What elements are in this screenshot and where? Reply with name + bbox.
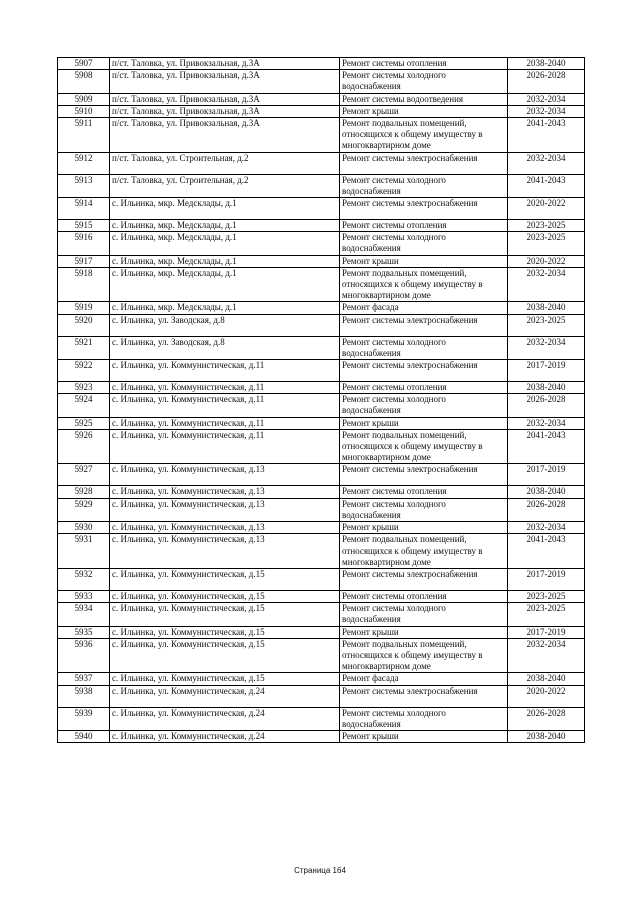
period-cell: 2032-2034 xyxy=(508,417,585,429)
address-cell: п/ст. Таловка, ул. Строительная, д.2 xyxy=(110,174,340,197)
table-row xyxy=(58,382,585,394)
table-row xyxy=(58,70,585,93)
work-type-cell: Ремонт системы отопления xyxy=(340,590,508,602)
address-cell: п/ст. Таловка, ул. Строительная, д.2 xyxy=(110,152,340,174)
address-cell: с. Ильинка, мкр. Медсклады, д.1 xyxy=(110,198,340,220)
table-row xyxy=(58,302,585,314)
table-row xyxy=(58,118,585,153)
work-type-cell: Ремонт крыши xyxy=(340,626,508,638)
table-row xyxy=(58,255,585,267)
work-type-cell: Ремонт системы водоотведения xyxy=(340,93,508,105)
address-cell: с. Ильинка, ул. Коммунистическая, д.13 xyxy=(110,534,340,569)
period-cell: 2017-2019 xyxy=(508,626,585,638)
address-cell: п/ст. Таловка, ул. Привокзальная, д.3А xyxy=(110,70,340,93)
work-type-cell: Ремонт подвальных помещений, относящихся к общему имуществу в многоквартирном доме xyxy=(340,118,508,153)
table-row xyxy=(58,360,585,382)
address-cell: с. Ильинка, ул. Заводская, д.8 xyxy=(110,314,340,336)
row-number: 5929 xyxy=(58,498,110,521)
row-number: 5928 xyxy=(58,486,110,498)
row-number: 5938 xyxy=(58,685,110,707)
work-type-cell: Ремонт системы холодного водоснабжения xyxy=(340,498,508,521)
period-cell: 2032-2034 xyxy=(508,152,585,174)
address-cell: с. Ильинка, ул. Заводская, д.8 xyxy=(110,336,340,359)
row-number: 5914 xyxy=(58,198,110,220)
period-cell: 2038-2040 xyxy=(508,486,585,498)
period-cell: 2020-2022 xyxy=(508,255,585,267)
row-number: 5919 xyxy=(58,302,110,314)
period-cell: 2026-2028 xyxy=(508,70,585,93)
work-type-cell: Ремонт крыши xyxy=(340,105,508,117)
row-number: 5912 xyxy=(58,152,110,174)
table-row xyxy=(58,93,585,105)
table-row xyxy=(58,707,585,730)
work-type-cell: Ремонт системы электроснабжения xyxy=(340,568,508,590)
period-cell: 2023-2025 xyxy=(508,590,585,602)
work-type-cell: Ремонт системы отопления xyxy=(340,220,508,232)
work-type-cell: Ремонт системы отопления xyxy=(340,486,508,498)
work-type-cell: Ремонт фасада xyxy=(340,673,508,685)
table-row xyxy=(58,590,585,602)
address-cell: с. Ильинка, ул. Коммунистическая, д.11 xyxy=(110,394,340,417)
table-row xyxy=(58,220,585,232)
address-cell: с. Ильинка, мкр. Медсклады, д.1 xyxy=(110,220,340,232)
work-type-cell: Ремонт системы холодного водоснабжения xyxy=(340,707,508,730)
row-number: 5920 xyxy=(58,314,110,336)
address-cell: с. Ильинка, ул. Коммунистическая, д.13 xyxy=(110,486,340,498)
address-cell: п/ст. Таловка, ул. Привокзальная, д.3А xyxy=(110,58,340,70)
address-cell: с. Ильинка, ул. Коммунистическая, д.24 xyxy=(110,707,340,730)
table-row xyxy=(58,105,585,117)
row-number: 5939 xyxy=(58,707,110,730)
address-cell: с. Ильинка, ул. Коммунистическая, д.15 xyxy=(110,568,340,590)
repair-schedule-table xyxy=(57,57,585,743)
period-cell: 2038-2040 xyxy=(508,673,585,685)
table-row xyxy=(58,498,585,521)
table-row xyxy=(58,464,585,486)
row-number: 5937 xyxy=(58,673,110,685)
period-cell: 2020-2022 xyxy=(508,685,585,707)
period-cell: 2041-2043 xyxy=(508,174,585,197)
period-cell: 2026-2028 xyxy=(508,707,585,730)
table-row xyxy=(58,336,585,359)
table-row xyxy=(58,152,585,174)
table-row xyxy=(58,394,585,417)
table-row xyxy=(58,522,585,534)
table-row xyxy=(58,685,585,707)
address-cell: с. Ильинка, ул. Коммунистическая, д.15 xyxy=(110,590,340,602)
work-type-cell: Ремонт системы электроснабжения xyxy=(340,464,508,486)
row-number: 5926 xyxy=(58,429,110,464)
row-number: 5936 xyxy=(58,638,110,673)
table-row xyxy=(58,198,585,220)
address-cell: с. Ильинка, ул. Коммунистическая, д.13 xyxy=(110,522,340,534)
row-number: 5908 xyxy=(58,70,110,93)
row-number: 5935 xyxy=(58,626,110,638)
work-type-cell: Ремонт подвальных помещений, относящихся к общему имуществу в многоквартирном доме xyxy=(340,638,508,673)
table-row xyxy=(58,626,585,638)
row-number: 5927 xyxy=(58,464,110,486)
period-cell: 2020-2022 xyxy=(508,198,585,220)
row-number: 5916 xyxy=(58,232,110,255)
row-number: 5921 xyxy=(58,336,110,359)
table-row xyxy=(58,534,585,569)
work-type-cell: Ремонт системы холодного водоснабжения xyxy=(340,174,508,197)
address-cell: с. Ильинка, мкр. Медсклады, д.1 xyxy=(110,232,340,255)
work-type-cell: Ремонт системы электроснабжения xyxy=(340,360,508,382)
period-cell: 2041-2043 xyxy=(508,429,585,464)
row-number: 5918 xyxy=(58,267,110,302)
table-row xyxy=(58,58,585,70)
row-number: 5932 xyxy=(58,568,110,590)
address-cell: с. Ильинка, мкр. Медсклады, д.1 xyxy=(110,267,340,302)
row-number: 5911 xyxy=(58,118,110,153)
address-cell: п/ст. Таловка, ул. Привокзальная, д.3А xyxy=(110,105,340,117)
table-row xyxy=(58,730,585,742)
period-cell: 2032-2034 xyxy=(508,93,585,105)
address-cell: с. Ильинка, ул. Коммунистическая, д.11 xyxy=(110,417,340,429)
row-number: 5909 xyxy=(58,93,110,105)
row-number: 5933 xyxy=(58,590,110,602)
address-cell: п/ст. Таловка, ул. Привокзальная, д.3А xyxy=(110,118,340,153)
table-row xyxy=(58,673,585,685)
work-type-cell: Ремонт крыши xyxy=(340,730,508,742)
work-type-cell: Ремонт крыши xyxy=(340,417,508,429)
row-number: 5931 xyxy=(58,534,110,569)
work-type-cell: Ремонт системы холодного водоснабжения xyxy=(340,603,508,626)
work-type-cell: Ремонт системы холодного водоснабжения xyxy=(340,70,508,93)
row-number: 5925 xyxy=(58,417,110,429)
table-row xyxy=(58,232,585,255)
work-type-cell: Ремонт крыши xyxy=(340,522,508,534)
work-type-cell: Ремонт системы электроснабжения xyxy=(340,198,508,220)
work-type-cell: Ремонт подвальных помещений, относящихся к общему имуществу в многоквартирном доме xyxy=(340,534,508,569)
period-cell: 2017-2019 xyxy=(508,568,585,590)
row-number: 5930 xyxy=(58,522,110,534)
period-cell: 2038-2040 xyxy=(508,730,585,742)
table-row xyxy=(58,314,585,336)
row-number: 5940 xyxy=(58,730,110,742)
work-type-cell: Ремонт системы электроснабжения xyxy=(340,685,508,707)
row-number: 5907 xyxy=(58,58,110,70)
period-cell: 2023-2025 xyxy=(508,220,585,232)
period-cell: 2017-2019 xyxy=(508,360,585,382)
address-cell: с. Ильинка, ул. Коммунистическая, д.11 xyxy=(110,360,340,382)
work-type-cell: Ремонт подвальных помещений, относящихся к общему имуществу в многоквартирном доме xyxy=(340,429,508,464)
row-number: 5913 xyxy=(58,174,110,197)
period-cell: 2038-2040 xyxy=(508,382,585,394)
period-cell: 2026-2028 xyxy=(508,394,585,417)
work-type-cell: Ремонт системы электроснабжения xyxy=(340,314,508,336)
address-cell: с. Ильинка, ул. Коммунистическая, д.15 xyxy=(110,673,340,685)
period-cell: 2023-2025 xyxy=(508,232,585,255)
work-type-cell: Ремонт фасада xyxy=(340,302,508,314)
address-cell: с. Ильинка, ул. Коммунистическая, д.13 xyxy=(110,464,340,486)
address-cell: с. Ильинка, ул. Коммунистическая, д.11 xyxy=(110,429,340,464)
period-cell: 2032-2034 xyxy=(508,638,585,673)
period-cell: 2038-2040 xyxy=(508,302,585,314)
row-number: 5915 xyxy=(58,220,110,232)
address-cell: с. Ильинка, ул. Коммунистическая, д.24 xyxy=(110,685,340,707)
table-row xyxy=(58,429,585,464)
address-cell: с. Ильинка, мкр. Медсклады, д.1 xyxy=(110,255,340,267)
period-cell: 2032-2034 xyxy=(508,105,585,117)
row-number: 5924 xyxy=(58,394,110,417)
row-number: 5922 xyxy=(58,360,110,382)
period-cell: 2038-2040 xyxy=(508,58,585,70)
work-type-cell: Ремонт системы холодного водоснабжения xyxy=(340,336,508,359)
address-cell: с. Ильинка, ул. Коммунистическая, д.15 xyxy=(110,603,340,626)
table-body xyxy=(58,58,585,743)
table-row xyxy=(58,568,585,590)
table-row xyxy=(58,174,585,197)
period-cell: 2032-2034 xyxy=(508,522,585,534)
period-cell: 2032-2034 xyxy=(508,336,585,359)
row-number: 5934 xyxy=(58,603,110,626)
work-type-cell: Ремонт системы отопления xyxy=(340,382,508,394)
work-type-cell: Ремонт системы электроснабжения xyxy=(340,152,508,174)
work-type-cell: Ремонт системы холодного водоснабжения xyxy=(340,394,508,417)
period-cell: 2023-2025 xyxy=(508,314,585,336)
address-cell: п/ст. Таловка, ул. Привокзальная, д.3А xyxy=(110,93,340,105)
table-row xyxy=(58,603,585,626)
row-number: 5910 xyxy=(58,105,110,117)
address-cell: с. Ильинка, ул. Коммунистическая, д.24 xyxy=(110,730,340,742)
table-row xyxy=(58,267,585,302)
work-type-cell: Ремонт системы отопления xyxy=(340,58,508,70)
address-cell: с. Ильинка, мкр. Медсклады, д.1 xyxy=(110,302,340,314)
period-cell: 2032-2034 xyxy=(508,267,585,302)
period-cell: 2041-2043 xyxy=(508,118,585,153)
address-cell: с. Ильинка, ул. Коммунистическая, д.13 xyxy=(110,498,340,521)
address-cell: с. Ильинка, ул. Коммунистическая, д.15 xyxy=(110,626,340,638)
period-cell: 2026-2028 xyxy=(508,498,585,521)
address-cell: с. Ильинка, ул. Коммунистическая, д.15 xyxy=(110,638,340,673)
table-row xyxy=(58,638,585,673)
period-cell: 2041-2043 xyxy=(508,534,585,569)
page-number: Страница 164 xyxy=(294,866,346,875)
work-type-cell: Ремонт системы холодного водоснабжения xyxy=(340,232,508,255)
row-number: 5917 xyxy=(58,255,110,267)
table-row xyxy=(58,417,585,429)
row-number: 5923 xyxy=(58,382,110,394)
work-type-cell: Ремонт подвальных помещений, относящихся к общему имуществу в многоквартирном доме xyxy=(340,267,508,302)
period-cell: 2017-2019 xyxy=(508,464,585,486)
table-row xyxy=(58,486,585,498)
address-cell: с. Ильинка, ул. Коммунистическая, д.11 xyxy=(110,382,340,394)
period-cell: 2023-2025 xyxy=(508,603,585,626)
work-type-cell: Ремонт крыши xyxy=(340,255,508,267)
